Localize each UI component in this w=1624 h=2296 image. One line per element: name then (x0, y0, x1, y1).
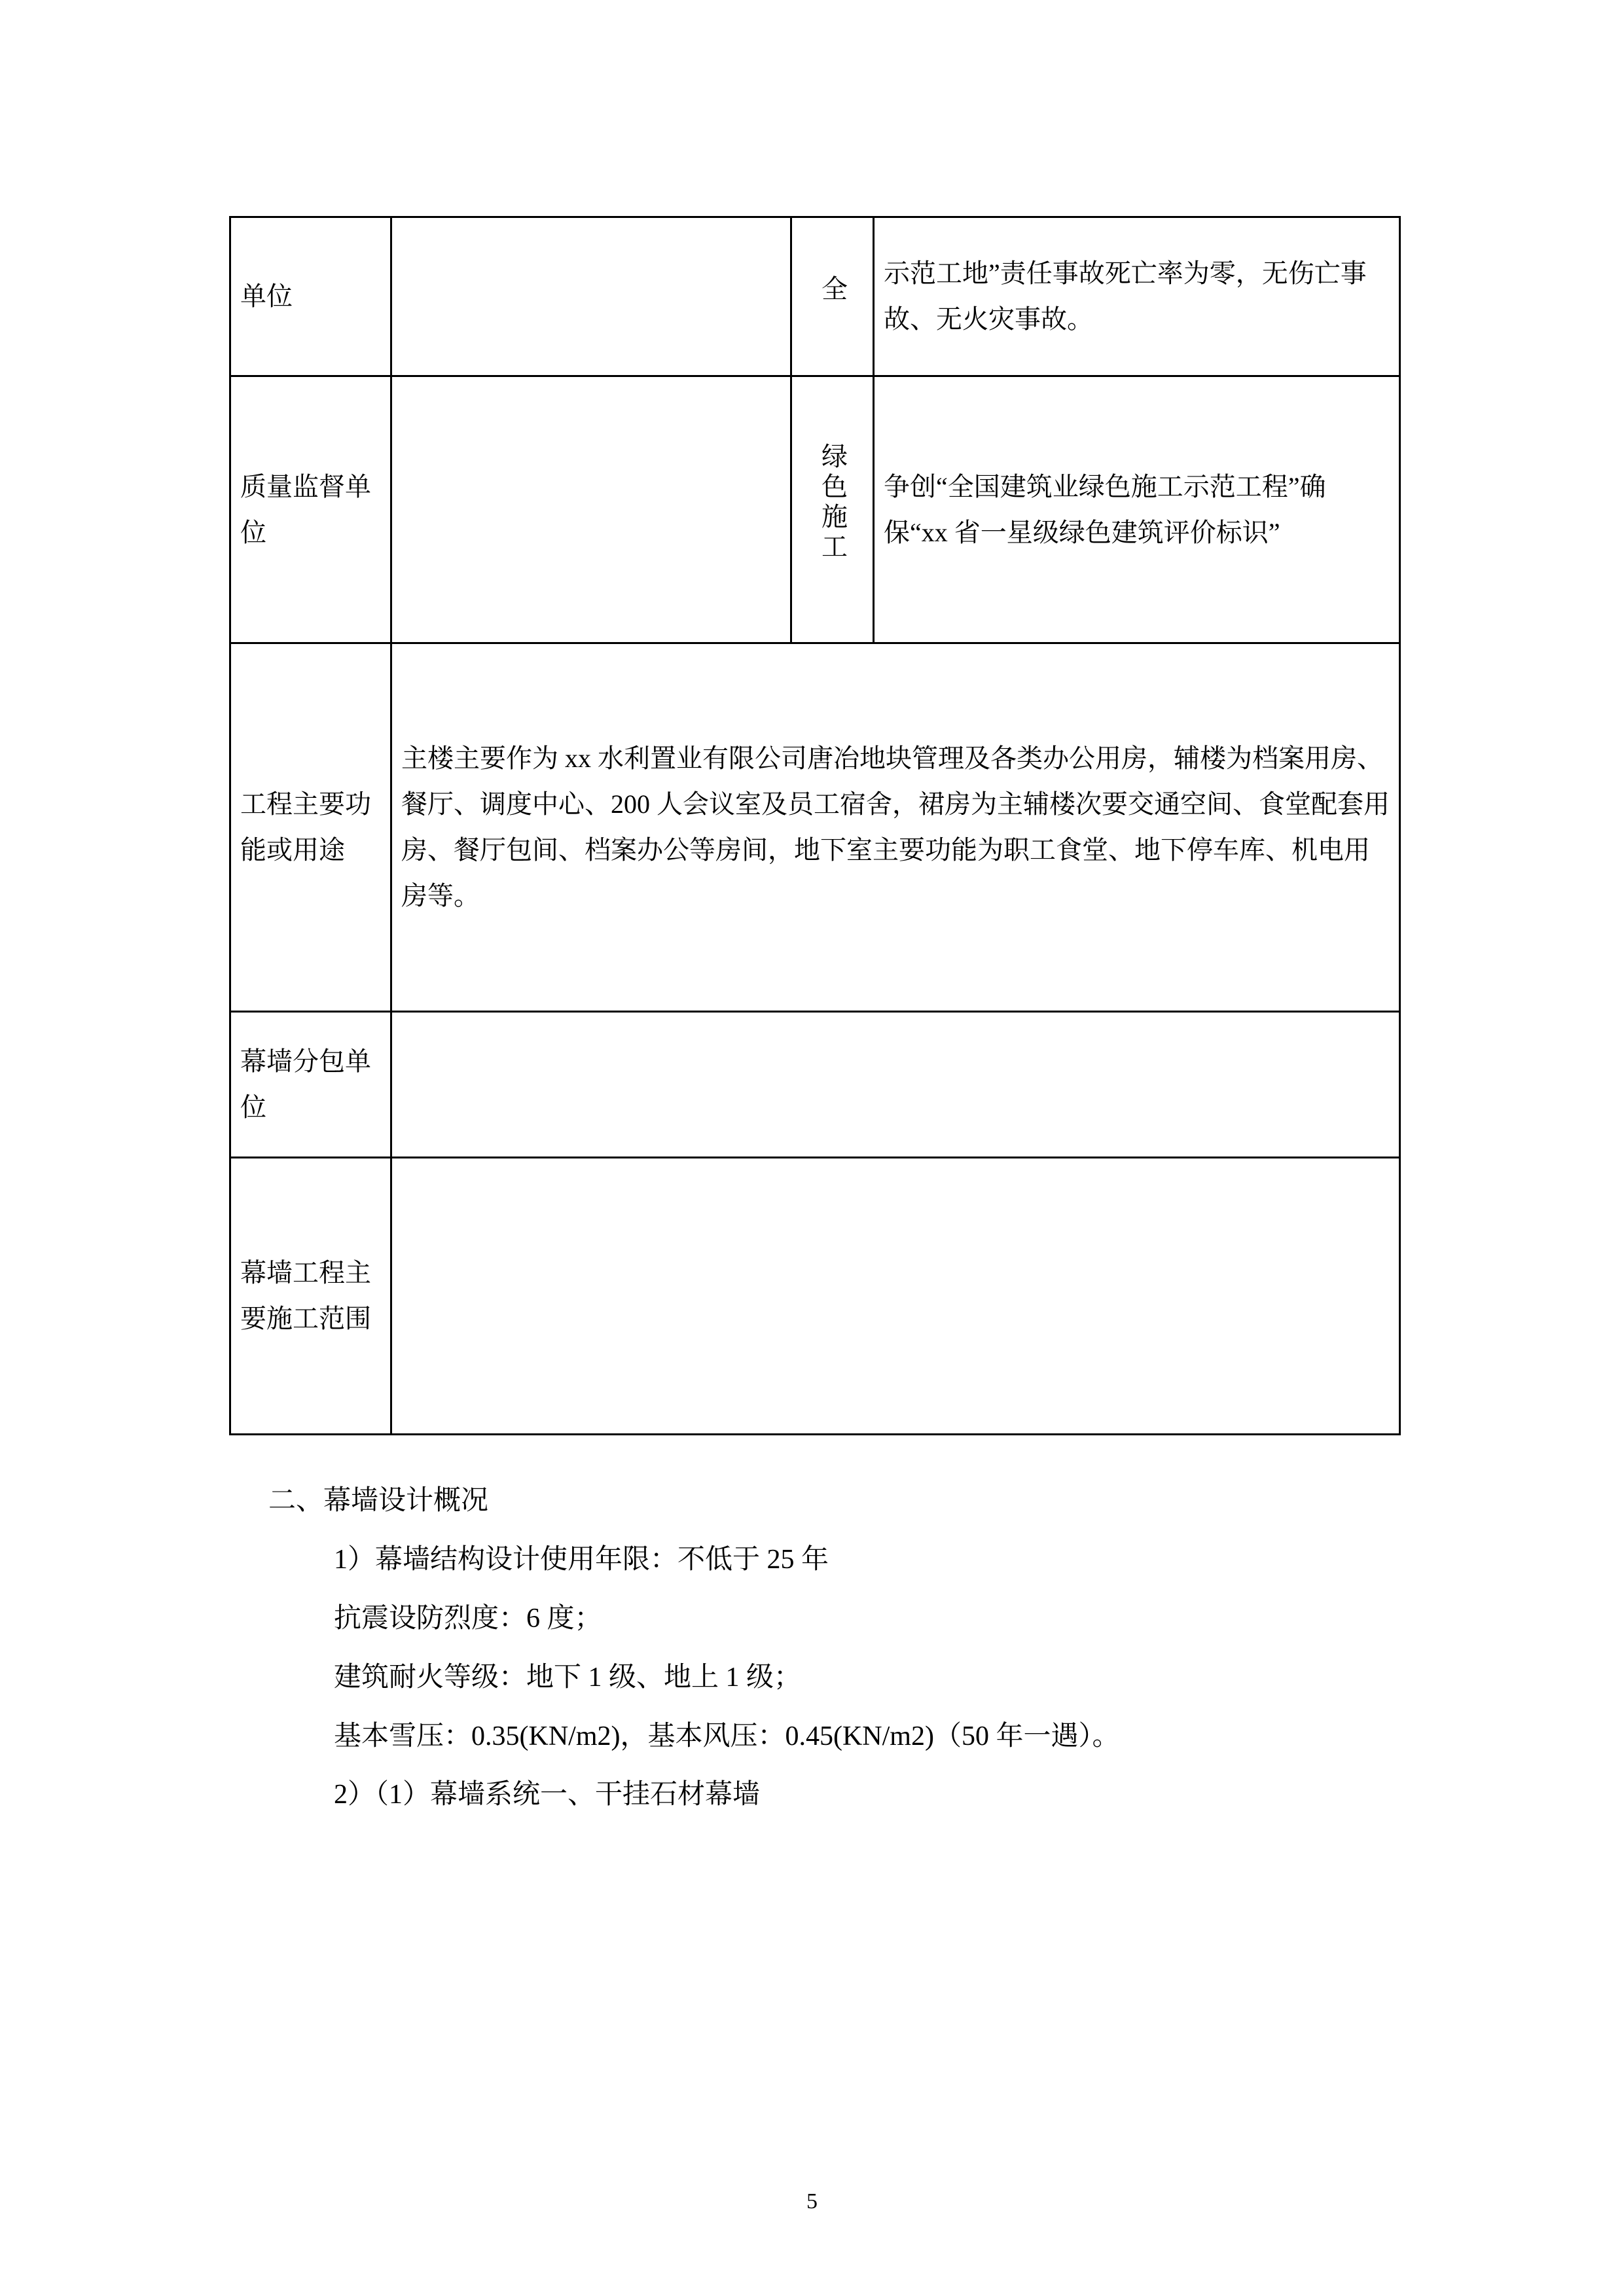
row-content-main-function: 主楼主要作为 xx 水利置业有限公司唐冶地块管理及各类办公用房，辅楼为档案用房、餐厅、调度中心、200 人会议室及员工宿舍，裙房为主辅楼次要交通空间、食堂配套用房、餐厅包间、档案办公等房间，地下室主要功能为职工食堂、地下停车库、机电用房等。 (391, 643, 1400, 1012)
page-number: 5 (806, 2189, 818, 2214)
vertical-label-green-construction (791, 376, 874, 643)
vertical-label-text: 绿色施工 (818, 442, 848, 563)
row-content-green-construction: 争创“全国建筑业绿色施工示范工程”确保“xx 省一星级绿色建筑评价标识” (874, 376, 1400, 643)
body-text-block (229, 1475, 1428, 1822)
row-blank-quality-supervision (391, 376, 791, 643)
row-content-curtain-wall-scope (391, 1158, 1400, 1435)
section-line-fire-resistance: 建筑耐火等级：地下 1 级、地上 1 级； (334, 1662, 802, 1693)
table-row (230, 1158, 1400, 1435)
table-row (230, 1012, 1400, 1158)
table-row (230, 643, 1400, 1012)
section-line-snow-wind-load: 基本雪压：0.35(KN/m2)，基本风压：0.45(KN/m2)（50 年一遇）。 (334, 1721, 1120, 1751)
row-content-curtain-wall-subcontractor (391, 1012, 1400, 1158)
row-label-curtain-wall-scope: 幕墙工程主要施工范围 (230, 1158, 391, 1435)
vertical-label-text: 全 (818, 275, 848, 305)
row-content-safety: 示范工地”责任事故死亡率为零，无伤亡事故、无火灾事故。 (874, 217, 1400, 376)
vertical-label-quan (791, 217, 874, 376)
section-line-seismic: 抗震设防烈度：6 度； (334, 1603, 602, 1634)
section-heading-curtain-wall-design: 二、幕墙设计概况 (268, 1486, 489, 1516)
table-row (230, 217, 1400, 376)
section-line-system-one: 2）（1）幕墙系统一、干挂石材幕墙 (334, 1780, 761, 1810)
section-line-design-life: 1）幕墙结构设计使用年限：不低于 25 年 (334, 1544, 829, 1575)
row-label-quality-supervision: 质量监督单位 (230, 376, 391, 643)
row-label-unit: 单位 (230, 217, 391, 376)
row-label-main-function: 工程主要功能或用途 (230, 643, 391, 1012)
table-row (230, 376, 1400, 643)
project-info-table (229, 216, 1401, 1435)
row-label-curtain-wall-subcontractor: 幕墙分包单位 (230, 1012, 391, 1158)
row-blank-unit (391, 217, 791, 376)
